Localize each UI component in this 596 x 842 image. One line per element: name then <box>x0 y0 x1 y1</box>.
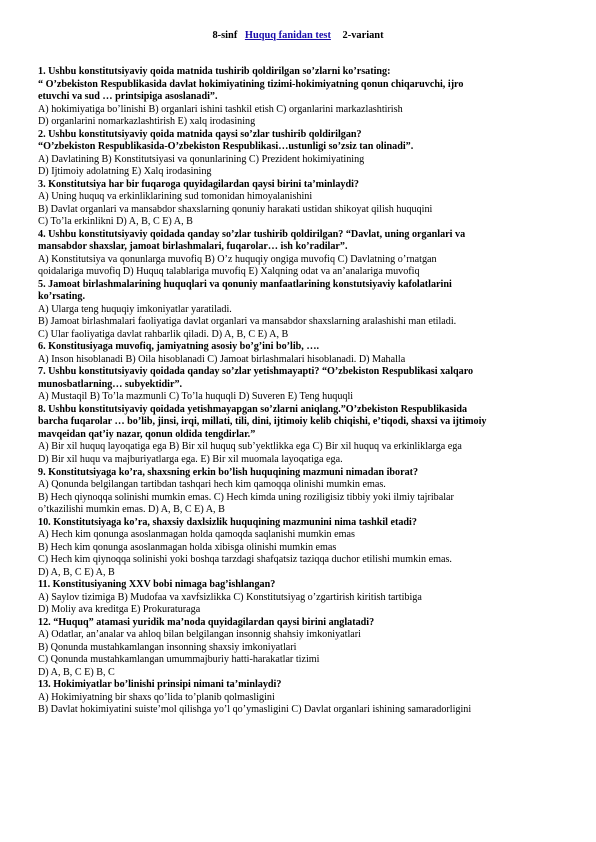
question-line: 4. Ushbu konstitutsiyaviy qoidada qanday so’zlar tushirib qoldirilgan? “Davlat, uning organlari va <box>38 228 466 240</box>
question-line: 7. Ushbu konstitutsiyaviy qoidada qanday so’zlar yetishmayapti? “O’zbekiston Respublikasi xalqaro <box>38 366 474 378</box>
answer-option-line: A) Hokimiyatning bir shaxs qo’lida to’planib qolmasligini <box>38 691 275 703</box>
grade-label: 8-sinf <box>212 30 238 41</box>
question-line: 13. Hokimiyatlar bo’linishi prinsipi nimani ta’minlaydi? <box>38 679 282 691</box>
question-line: mansabdor shaxslar, jamoat birlashmalari, fuqarolar… ish ko’radilar”. <box>38 241 348 253</box>
question-line: 2. Ushbu konstitutsiyaviy qoida matnida qaysi so’zlar tushirib qoldirilgan? <box>38 128 362 140</box>
answer-option-line: B) Davlat organlari va mansabdor shaxslarning qonuniy harakati ustidan shikoyat qilish huquqini <box>38 203 433 215</box>
answer-option-line: D) organlarini nomarkazlashtirish E) xalq irodasining <box>38 116 256 128</box>
answer-option-line: A) Konstitutsiya va qonunlarga muvofiq B) O’z huquqiy ongiga muvofiq C) Davlatning o’rnatgan <box>38 253 437 265</box>
answer-option-line: C) Hech kim qiynoqqa solinishi yoki boshqa tarzdagi shafqatsiz taziqqa duchor etilishi mumkin emas. <box>38 554 452 566</box>
question-line: 10. Konstitutsiyaga ko’ra, shaxsiy daxlsizlik huquqining mazmunini nima tashkil etadi? <box>38 516 417 528</box>
question-line: 3. Konstitutsiya har bir fuqaroga quyidagilardan qaysi birini ta’minlaydi? <box>38 178 359 190</box>
question-line: 6. Konstitusiyaga muvofiq, jamiyatning asosiy bo’g’ini bo’lib, …. <box>38 341 320 353</box>
answer-option-line: A) Qonunda belgilangan tartibdan tashqari hech kim qamoqqa olinishi mumkin emas. <box>38 479 386 491</box>
answer-option-line: D) Bir xil huqu va majburiyatlarga ega. E) Bir xil muomala layoqatiga ega. <box>38 453 343 465</box>
answer-option-line: B) Hech qiynoqqa solinishi mumkin emas. C) Hech kimda uning roziligisiz tibbiy yoki ilmiy tajribalar <box>38 491 454 503</box>
answer-option-line: A) Saylov tizimiga B) Mudofaa va xavfsizlikka C) Konstitutsiyag o’zgartirish kiritish tartibiga <box>38 591 422 603</box>
answer-option-line: D) Moliy ava kreditga E) Prokuraturaga <box>38 604 201 616</box>
answer-option-line: C) Qonunda mustahkamlangan umummajburiy hatti-harakatlar tizimi <box>38 654 320 666</box>
answer-option-line: D) A, B, C E) A, B <box>38 566 115 578</box>
variant-label: 2-variant <box>342 30 384 41</box>
answer-option-line: A) Mustaqil B) To’la mazmunli C) To’la huquqli D) Suveren E) Teng huquqli <box>38 391 354 403</box>
question-line: 11. Konstitusiyaning XXV bobi nimaga bag’ishlangan? <box>38 579 276 591</box>
question-line: 8. Ushbu konstitutsiyaviy qoidada yetishmayapgan so’zlarni aniqlang.”O’zbekiston Respublikasida <box>38 403 468 415</box>
question-line: 9. Konstitutsiyaga ko’ra, shaxsning erkin bo’lish huquqining mazmuni nimadan iborat? <box>38 466 419 478</box>
answer-option-line: C) To’la erkinlikni D) A, B, C E) A, B <box>38 216 193 228</box>
answer-option-line: B) Hech kim qonunga asoslanmagan holda xibisga olinishi mumkin emas <box>38 541 337 553</box>
answer-option-line: B) Davlat hokimiyatini suiste’mol qilishga yo’l qo’ymasligini C) Davlat organlari ishining samaradorligini <box>38 704 472 716</box>
test-body <box>38 66 576 717</box>
page-header <box>0 30 596 41</box>
question-line: “O’zbekiston Respublikasida-O’zbekiston Respublikasi…ustunligi so’zsiz tan olinadi”. <box>38 141 414 153</box>
answer-option-line: A) Odatlar, an’analar va ahloq bilan belgilangan insonnig shahsiy imkoniyatlari <box>38 629 361 641</box>
answer-option-line: A) Bir xil huquq layoqatiga ega B) Bir xil huquq sub’yektlikka ega C) Bir xil huquq va erkinliklarga ega <box>38 441 462 453</box>
answer-option-line: A) Ularga teng huquqiy imkoniyatlar yaratiladi. <box>38 303 232 315</box>
answer-option-line: A) hokimiyatiga bo’linishi B) organlari ishini tashkil etish C) organlarini markazlashtirish <box>38 103 403 115</box>
answer-option-line: A) Hech kim qonunga asoslanmagan holda qamoqda saqlanishi mumkin emas <box>38 529 355 541</box>
test-title-link[interactable]: Huquq fanidan test <box>244 30 331 41</box>
answer-option-line: B) Qonunda mustahkamlangan insonning shaxsiy imkoniyatlari <box>38 641 297 653</box>
answer-option-line: qoidalariga muvofiq D) Huquq talablariga muvofiq E) Xalqning odat va an’analariga muvofiq <box>38 266 420 278</box>
question-line: 12. “Huquq” atamasi yuridik ma’noda quyidagilardan qaysi birini anglatadi? <box>38 616 375 628</box>
answer-option-line: o’tkazilishi mumkin emas. D) A, B, C E) A, B <box>38 504 225 516</box>
question-line: “ O’zbekiston Respublikasida davlat hokimiyatining tizimi-hokimiyatning qonun chiqaruvchi, ijro <box>38 78 464 90</box>
question-line: barcha fuqarolar … bo’lib, jinsi, irqi, millati, tili, dini, ijtimoiy kelib chiqishi, e’tiqodi, shaxsi va ijtimoiy <box>38 416 487 428</box>
question-line: 1. Ushbu konstitutsiyaviy qoida matnida tushirib qoldirilgan so’zlarni ko’rsating: <box>38 66 391 77</box>
question-line: 5. Jamoat birlashmalarining huquqlari va qonuniy manfaatlarining konstutsiyaviy kafolatlarini <box>38 278 452 290</box>
question-line: munosbatlarning… subyektidir”. <box>38 378 183 390</box>
answer-option-line: C) Ular faoliyatiga davlat rahbarlik qiladi. D) A, B, C E) A, B <box>38 328 289 340</box>
answer-option-line: D) A, B, C E) B, C <box>38 666 115 678</box>
answer-option-line: A) Davlatining B) Konstitutsiyasi va qonunlarining C) Prezident hokimiyatining <box>38 153 365 165</box>
answer-option-line: B) Jamoat birlashmalari faoliyatiga davlat organlari va mansabdor shaxslarning aralashishi man etiladi. <box>38 316 457 328</box>
question-line: ko’rsating. <box>38 291 85 303</box>
question-line: mavqeidan qat’iy nazar, qonun oldida tengdirlar.” <box>38 428 256 440</box>
answer-option-line: A) Uning huquq va erkinliklarining sud tomonidan himoyalanishini <box>38 191 313 203</box>
answer-option-line: A) Inson hisoblanadi B) Oila hisoblanadi C) Jamoat birlashmalari hisoblanadi. D) Mahalla <box>38 353 406 365</box>
answer-option-line: D) Ijtimoiy adolatning E) Xalq irodasining <box>38 166 212 178</box>
question-line: etuvchi va sud … printsipiga asoslanadi”. <box>38 91 218 103</box>
